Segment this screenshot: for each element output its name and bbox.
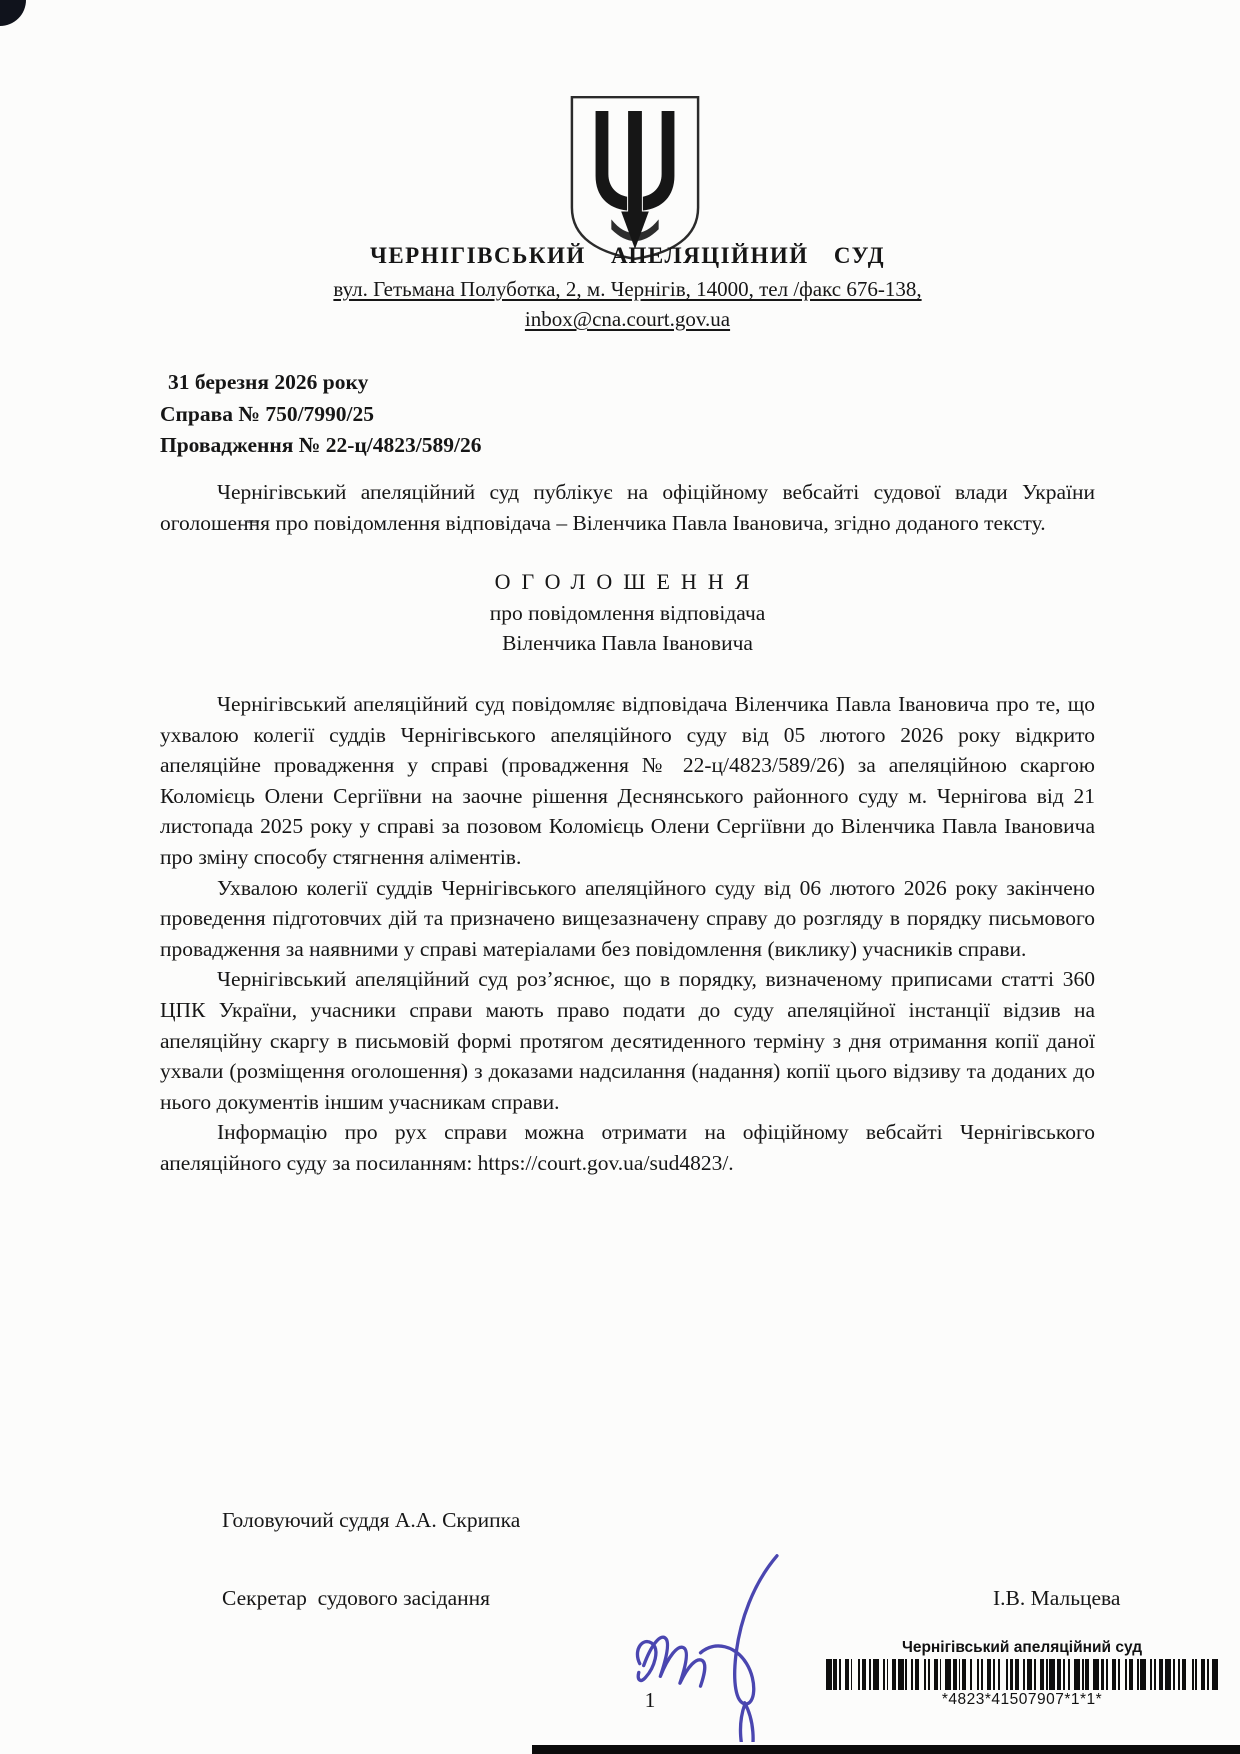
body-paragraph: Чернігівський апеляційний суд повідомляє відповідача Віленчика Павла Івановича про те, що ухвалою колегії суддів Чернігівського апеляційного суду від 05 лютого 2026 року відкрито апеляційне провадження у справі (провадження № 22-ц/4823/589/26) за апеляційною скаргою Коломієць Олени Сергіївни на заочне рішення Деснянського районного суду м. Чернігова від 21 листопада 2025 року у справі за позовом Коломієць Олени Сергіївни до Віленчика Павла Івановича про зміну способу стягнення аліментів. xyxy=(160,691,1095,869)
scan-corner-artifact xyxy=(0,0,26,26)
court-email: inbox@cna.court.gov.ua xyxy=(524,307,731,331)
barcode-block xyxy=(826,1638,1218,1709)
scan-bottom-artifact xyxy=(532,1745,1240,1754)
secretary-name: І.В. Мальцева xyxy=(993,1586,1121,1610)
barcode-value: *4823*41507907*1*1* xyxy=(941,1691,1103,1708)
announcement-subtitle-2: Віленчика Павла Івановича xyxy=(502,631,753,656)
body-paragraph: Чернігівський апеляційний суд роз’яснює, що в порядку, визначеному приписами статті 360 ЦПК України, учасники справи мають право подати до суду апеляційної інстанції відзив на апеляційну скаргу в письмовій формі протягом десятиденного терміну з дня отримання копії даної ухвали (розміщення оголошення) з доказами надсилання (надання) копії цього відзиву та доданих до нього документів іншим учасникам справи. xyxy=(160,967,1095,1114)
announcement-heading xyxy=(160,567,1095,659)
intro-paragraph: Чернігівський апеляційний суд публікує на офіційному вебсайті судової влади України оголошення про повідомлення відповідача – Віленчика Павла Івановича, згідно доданого тексту. xyxy=(160,480,1095,535)
coat-of-arms-icon xyxy=(566,92,704,264)
secretary-title: Секретар судового засідання xyxy=(222,1586,491,1610)
body-paragraph: Інформацію про рух справи можна отримати на офіційному вебсайті Чернігівського апеляційного суду за посиланням: https://court.gov.ua/sud4823/. xyxy=(160,1120,1095,1175)
announcement-title: ОГОЛОШЕННЯ xyxy=(494,569,761,595)
barcode-icon xyxy=(826,1659,1218,1690)
proceeding-number: Провадження № 22-ц/4823/589/26 xyxy=(160,433,482,457)
barcode-label: Чернігівський апеляційний суд xyxy=(901,1639,1143,1656)
court-name: ЧЕРНІГІВСЬКИЙ АПЕЛЯЦІЙНИЙ СУД xyxy=(369,243,886,268)
page-number: 1 xyxy=(644,1688,656,1712)
ukraine-trident-emblem xyxy=(566,92,704,264)
body-paragraph: Ухвалою колегії суддів Чернігівського апеляційного суду від 06 лютого 2026 року закінчено проведення підготовчих дій та призначено вищезазначену справу до розгляду в порядку письмового провадження за наявними у справі матеріалами без повідомлення (виклику) учасників справи. xyxy=(160,875,1095,961)
document-body xyxy=(160,477,1095,1178)
case-number: Справа № 750/7990/25 xyxy=(160,401,375,426)
case-reference-block xyxy=(160,367,481,462)
announcement-subtitle-1: про повідомлення відповідача xyxy=(489,600,766,625)
document-date: 31 березня 2026 року xyxy=(168,370,369,394)
judge-signature-line: Головуючий суддя А.А. Скрипка xyxy=(222,1508,521,1532)
court-address: вул. Гетьмана Полуботка, 2, м. Чернігів, 14000, тел /факс 676-138, xyxy=(333,277,922,301)
letterhead xyxy=(152,241,1103,334)
